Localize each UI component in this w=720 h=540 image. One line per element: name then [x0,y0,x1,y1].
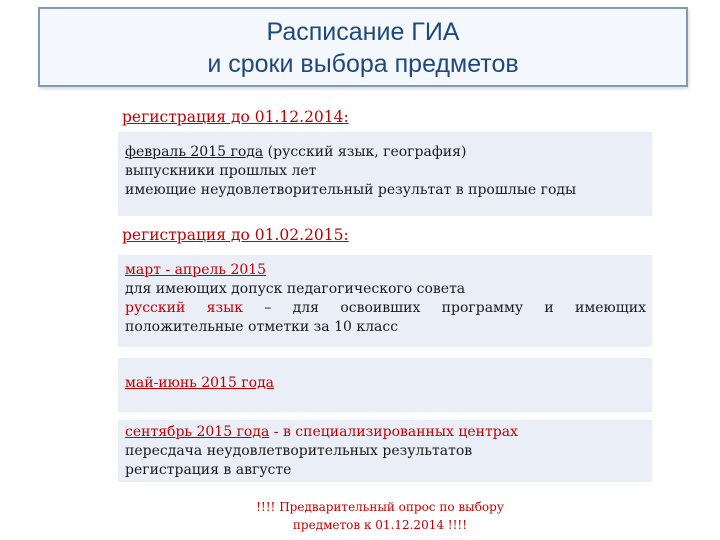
period-march-panel [118,255,652,347]
registration-deadline-2: регистрация до 01.02.2015: [122,226,349,244]
period-september-label-rest: - в специализированных центрах [269,424,518,440]
period-march-line-4: положительные отметки за 10 класс [125,319,399,335]
title-line-2: и сроки выбора предметов [207,50,519,78]
registration-deadline-1: регистрация до 01.12.2014: [122,108,349,126]
period-september-line-3: регистрация в августе [125,462,292,478]
survey-note [200,498,560,534]
period-february-subjects: (русский язык, география) [263,144,467,160]
period-march-subject: русский язык [125,300,243,316]
period-february-line-2: выпускники прошлых лет [125,163,317,179]
period-september-label: сентябрь 2015 года [125,424,270,440]
period-february-line-1 [125,143,646,162]
survey-note-line-1: !!!! Предварительный опрос по выбору [256,500,504,514]
period-september-panel [118,420,652,482]
period-march-line-3-rest: – для освоивших программу и имеющих [242,300,646,316]
title-line-1: Расписание ГИА [266,18,460,46]
survey-note-line-2: предметов к 01.12.2014 !!!! [292,518,468,532]
period-february-panel [118,132,652,216]
period-march-label: март - апрель 2015 [125,262,267,278]
title-box [38,7,688,87]
period-september-line-1 [125,423,646,442]
period-may-panel [118,358,652,412]
period-march-line-3 [125,299,646,318]
period-september-line-2: пересдача неудовлетворительных результатов [125,443,473,459]
period-march-line-2: для имеющих допуск педагогического совета [125,281,466,297]
period-february-label: февраль 2015 года [125,144,264,160]
period-february-line-3: имеющие неудовлетворительный результат в прошлые годы [125,182,577,198]
period-may-label: май-июнь 2015 года [125,375,275,391]
